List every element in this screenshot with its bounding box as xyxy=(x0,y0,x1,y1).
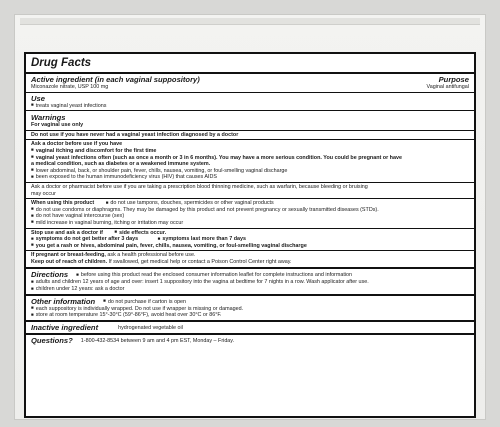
pharmacist-block xyxy=(26,183,474,199)
stop-use-item: ■ side effects occur. xyxy=(114,230,166,236)
vaginal-use-only: For vaginal use only xyxy=(31,122,84,129)
questions-header: Questions? xyxy=(31,335,73,345)
ask-doctor-item: ■ vaginal yeast infections often (such as once a month or 3 in 6 months). You may have a more serious condition. You could be pregnant or have xyxy=(31,155,469,162)
when-using-header: When using this product xyxy=(31,200,95,207)
ask-doctor-item: ■ lower abdominal, back, or shoulder pain, fever, chills, nausea, vomiting, or foul-smelling vaginal discharge xyxy=(31,168,469,175)
inactive-ingredient-section xyxy=(26,322,474,335)
ask-doctor-item-cont: a medical condition, such as diabetes or a weakened immune system. xyxy=(31,161,211,168)
other-information-section xyxy=(26,296,474,322)
ask-doctor-item: ■ vaginal itching and discomfort for the first time xyxy=(31,148,469,155)
stop-use-item: ■ symptoms do not get better after 3 days xyxy=(31,236,138,242)
children-text: If swallowed, get medical help or contact a Poison Control Center right away. xyxy=(108,258,292,265)
drug-facts-panel xyxy=(24,52,476,418)
inactive-ingredient-header: Inactive ingredient xyxy=(31,322,99,332)
drug-facts-title: Drug Facts xyxy=(26,54,474,74)
pharmacist-warning: Ask a doctor or pharmacist before use if you are taking a prescription blood thinning medicine, such as warfarin, because bleeding or bruising xyxy=(31,183,368,190)
use-section xyxy=(26,93,474,112)
questions-section xyxy=(26,335,474,346)
directions-item: ■ before using this product read the enclosed consumer information leaflet for complete instructions and information xyxy=(76,272,352,279)
when-using-item: ■ do not use tampons, douches, spermicides or other vaginal products xyxy=(106,200,274,206)
pregnancy-text: ask a health professional before use. xyxy=(107,252,196,259)
use-header: Use xyxy=(31,93,45,103)
stop-use-item: ■ you get a rash or hives, abdominal pain, fever, chills, nausea, vomiting, or foul-smelling vaginal discharge xyxy=(31,243,469,250)
warnings-section xyxy=(26,111,474,269)
pregnancy-children-block xyxy=(26,251,474,266)
when-using-block xyxy=(26,199,474,228)
use-item: ■ treats vaginal yeast infections xyxy=(31,103,469,110)
active-ingredient-section xyxy=(26,74,474,93)
stop-use-header: Stop use and ask a doctor if xyxy=(31,229,103,236)
directions-item: ■ adults and children 12 years of age and over: insert 1 suppository into the vagina at bedtime for 7 nights in a row. Wash applicator after use. xyxy=(31,279,469,286)
purpose-value: Vaginal antifungal xyxy=(426,84,469,90)
directions-header: Directions xyxy=(31,270,69,280)
other-information-item: ■ store at room temperature 15°-30°C (59°-86°F), avoid heat over 30°C or 86°F. xyxy=(31,312,469,319)
other-information-item: ■ each suppository is individually wrapped. Do not use if wrapper is missing or damaged. xyxy=(31,306,469,313)
active-ingredient-value: Miconazole nitrate, USP 100 mg xyxy=(31,84,109,90)
when-using-item: ■ do not use condoms or diaphragms. They may be damaged by this product and not prevent pregnancy or sexually transmitted diseases (STDs). xyxy=(31,207,469,214)
questions-phone: 1-800-432-8534 between 9 am and 4 pm EST, Monday – Friday. xyxy=(80,337,235,344)
directions-section xyxy=(26,269,474,295)
purpose-header: Purpose xyxy=(438,75,469,84)
warnings-header: Warnings xyxy=(31,113,66,123)
inactive-ingredient-value: hydrogenated vegetable oil xyxy=(118,324,183,331)
other-information-header: Other information xyxy=(31,296,96,306)
ask-doctor-item: ■ been exposed to the human immunodeficiency virus (HIV) that causes AIDS xyxy=(31,174,469,181)
when-using-item: ■ mild increase in vaginal burning, itching or irritation may occur xyxy=(31,220,469,227)
stop-use-item: ■ symptoms last more than 7 days xyxy=(158,236,246,242)
directions-item: ■ children under 12 years: ask a doctor xyxy=(31,286,469,293)
stop-use-block xyxy=(26,229,474,252)
pregnancy-lead: If pregnant or breast-feeding, xyxy=(31,252,106,259)
children-lead: Keep out of reach of children. xyxy=(31,258,108,265)
ask-doctor-header: Ask a doctor before use if you have xyxy=(31,141,123,148)
active-ingredient-header: Active ingredient (in each vaginal suppository) xyxy=(31,75,200,84)
pharmacist-warning-cont: may occur xyxy=(31,190,56,197)
ask-doctor-block xyxy=(26,140,474,183)
other-information-item: ■ do not purchase if carton is open xyxy=(103,299,186,306)
do-not-use-warning: Do not use if you have never had a vaginal yeast infection diagnosed by a doctor xyxy=(31,131,239,138)
when-using-item: ■ do not have vaginal intercourse (sex) xyxy=(31,213,469,220)
